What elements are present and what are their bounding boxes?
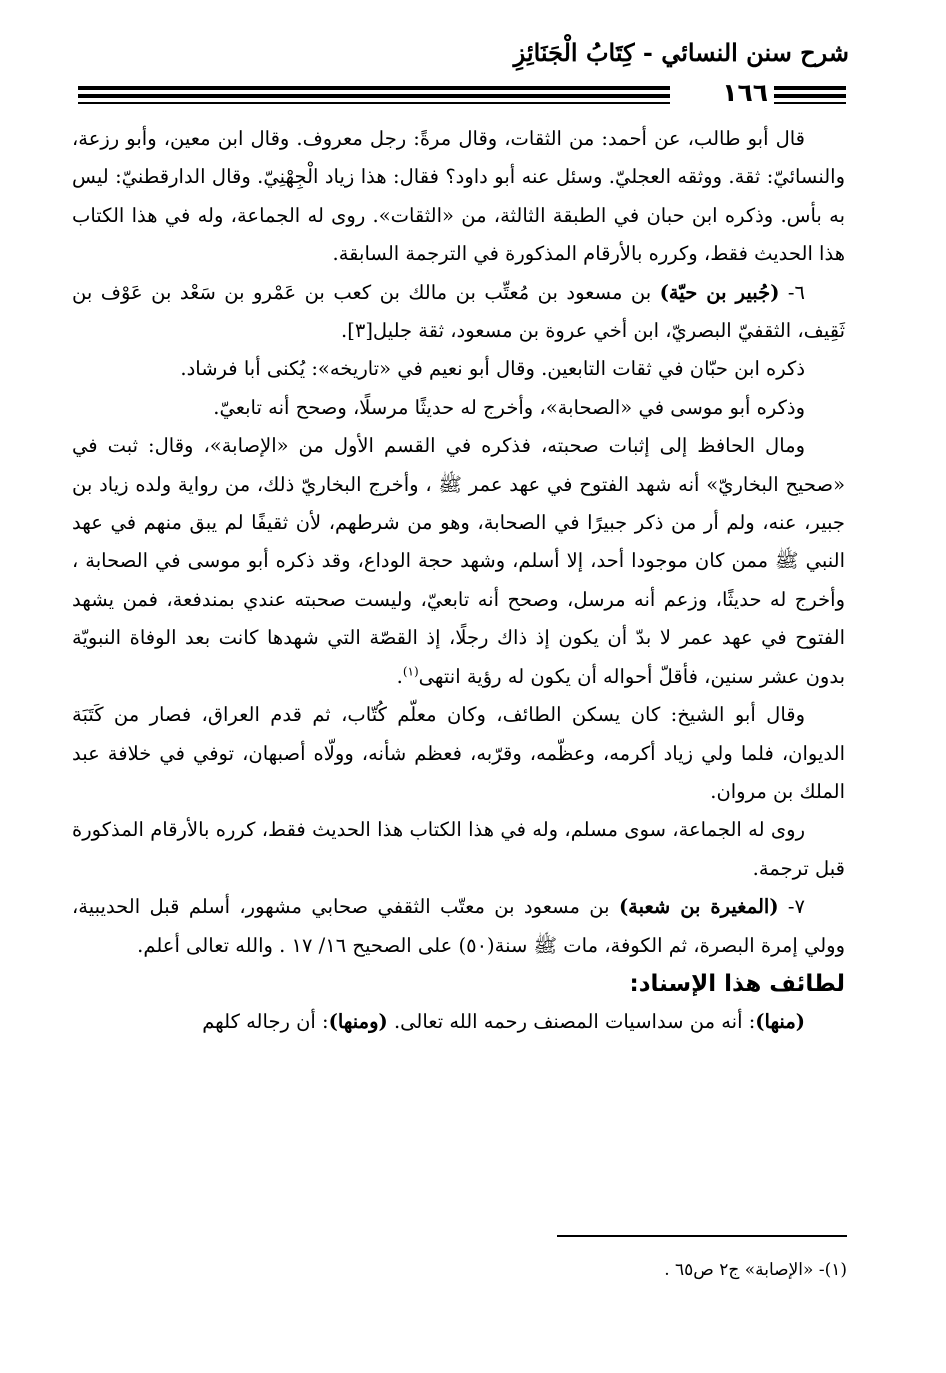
header-rule: [78, 86, 670, 90]
page-number-rule: [774, 94, 846, 98]
paragraph: روى له الجماعة، سوى مسلم، وله في هذا الكتاب هذا الحديث فقط، كرره بالأرقام المذكورة قبل ترجمة.: [72, 818, 845, 880]
point-text: : أن رجاله كلهم: [202, 1010, 329, 1034]
point-label: (منها): [755, 1010, 805, 1034]
paragraph: [72, 1003, 845, 1041]
footnote: (١)- «الإصابة» ج٢ ص٦٥ .: [664, 1260, 847, 1280]
section-heading: لطائف هذا الإسناد:: [629, 970, 845, 997]
narrator-entry: [72, 888, 845, 965]
running-header-title: شرح سنن النسائي - كِتَابُ الْجَنَائِزِ: [513, 38, 849, 67]
narrator-name: (المغيرة بن شعبة): [618, 895, 779, 919]
page-number-rule: [774, 86, 846, 90]
header-rule: [78, 102, 670, 104]
paragraph: ذكره ابن حبّان في ثقات التابعين. وقال أبو نعيم في «تاريخه»: يُكنى أبا فرشاد.: [180, 357, 805, 381]
footnote-reference: (١): [402, 664, 419, 679]
main-text: [72, 120, 845, 1042]
footnote-separator: [557, 1235, 847, 1237]
point-text: : أنه من سداسيات المصنف رحمه الله تعالى.: [387, 1010, 756, 1034]
entry-number: ٧-: [778, 895, 805, 919]
paragraph: وقال أبو الشيخ: كان يسكن الطائف، وكان معلّم كُتّاب، ثم قدم العراق، فصار من كَتَبَة الديوان، فلما ولي زياد أكرمه، وعظّمه، وقرّبه، فعظم شأنه، وولّاه أصبهان، توفي في خلافة عبد الملك بن مروان.: [72, 703, 845, 803]
narrator-entry: [72, 274, 845, 351]
entry-text: بن مسعود بن مُعتِّب بن مالك بن كعب بن عَمْرو بن سَعْد بن عَوْف بن ثَقِيف، الثقفيّ البصريّ، ابن أخي عروة بن مسعود، ثقة جليل[٣].: [72, 280, 845, 343]
entry-number: ٦-: [779, 280, 805, 304]
paragraph: [72, 427, 845, 696]
paragraph: وذكره أبو موسى في «الصحابة»، وأخرج له حديثًا مرسلًا، وصحح أنه تابعيّ.: [213, 395, 805, 419]
paragraph-end: .: [396, 664, 403, 688]
header-rule: [78, 94, 670, 98]
narrator-name: (جُبير بن حيّة): [659, 280, 780, 304]
point-label: (ومنها): [328, 1010, 388, 1034]
paragraph: قال أبو طالب، عن أحمد: من الثقات، وقال مرةً: رجل معروف. وقال ابن معين، وأبو رزعة، والنسائيّ: ثقة. ووثقه العجليّ. وسئل عنه أبو داود؟ فقال: هذا زياد الْجِهْنِيّ. وقال الدارقطنيّ: ليس به بأس. وذكره ابن حبان في الطبقة الثالثة، من «الثقات». روى له الجماعة، وله في هذا الكتاب هذا الحديث فقط، وكرره بالأرقام المذكورة في الترجمة السابقة.: [72, 127, 845, 266]
paragraph-text: ومال الحافظ إلى إثبات صحبته، فذكره في القسم الأول من «الإصابة»، وقال: ثبت في «صحيح البخاريّ» أنه شهد الفتوح في عهد عمر ﷺ ، وأخرج البخاريّ ذلك، من رواية ولده زياد بن جبير، عنه، ولم أر من ذكر جبيرًا في الصحابة، وهو من شرطهم، لأن ثقيفًا لم يبق منهم في عهد النبي ﷺ ممن كان موجودا أحد، إلا أسلم، وشهد حجة الوداع، وقد ذكره أبو موسى في الصحابة ، وأخرج له حديثًا، وزعم أنه مرسل، وصحح أنه تابعيّ، وليست صحبته عندي بمندفعة، فمن يشهد الفتوح في عهد عمر لا بدّ أن يكون إذ ذاك رجلًا، إذ القصّة التي شهدها كانت بعد الوفاة النبويّة بدون عشر سنين، فأقلّ أحواله أن يكون له رؤية انتهى: [72, 434, 845, 688]
page-number-rule: [774, 102, 846, 104]
page-number: ١٦٦: [722, 78, 768, 107]
entry-text: بن مسعود بن معتّب الثقفي صحابي مشهور، أسلم قبل الحديبية، وولي إمرة البصرة، ثم الكوفة، مات ﷺ سنة(٥٠) على الصحيح ١٦/ ١٧ . والله تعالى أعلم.: [72, 895, 845, 957]
